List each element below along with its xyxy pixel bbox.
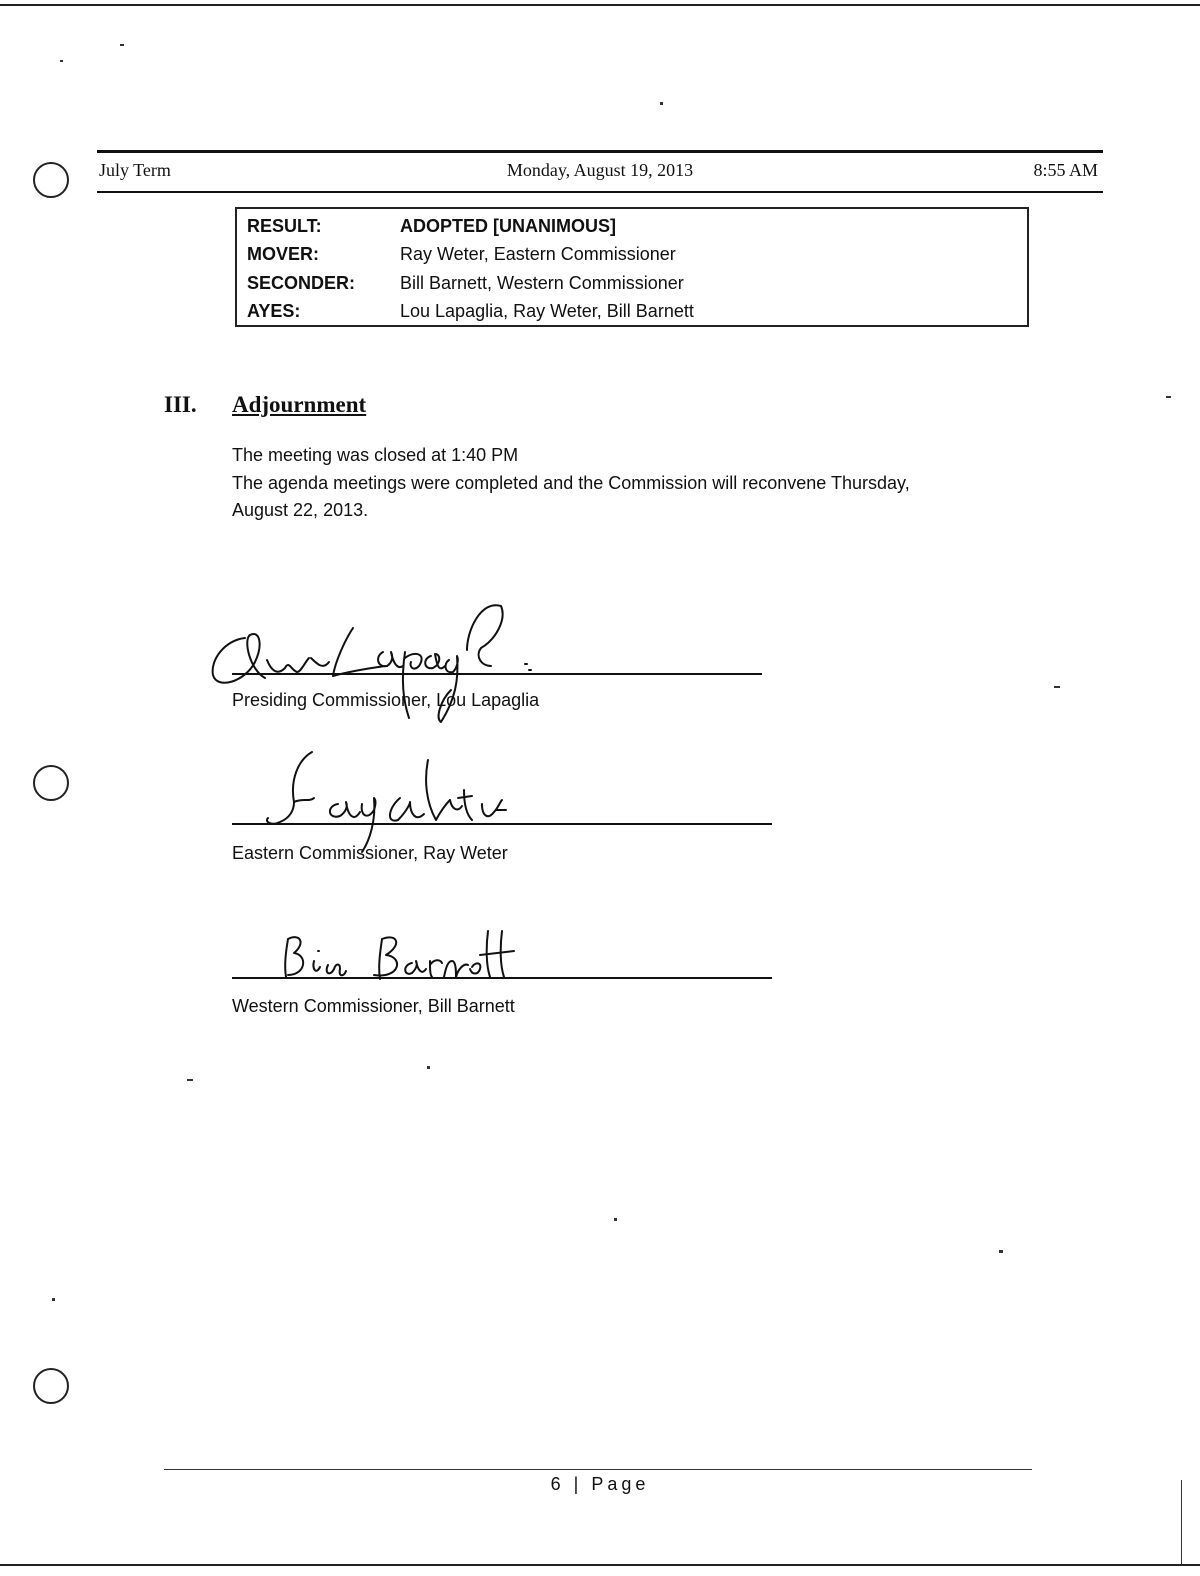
scan-speck bbox=[60, 60, 63, 62]
section-title: Adjournment bbox=[232, 392, 367, 417]
header-rule bbox=[97, 150, 1103, 153]
header-date: Monday, August 19, 2013 bbox=[506, 160, 694, 180]
body-line: August 22, 2013. bbox=[232, 500, 369, 520]
vote-value: Bill Barnett, Western Commissioner bbox=[400, 273, 684, 293]
vote-row-result bbox=[237, 212, 1027, 240]
signature-caption-presiding: Presiding Commissioner, Lou Lapaglia bbox=[232, 690, 540, 710]
scan-speck bbox=[999, 1250, 1003, 1253]
footer-rule bbox=[164, 1469, 1032, 1470]
vote-value: Lou Lapaglia, Ray Weter, Bill Barnett bbox=[400, 301, 694, 321]
scan-speck bbox=[427, 1066, 430, 1069]
vote-label: MOVER: bbox=[247, 244, 319, 264]
scan-speck bbox=[1054, 686, 1060, 688]
header-rule bbox=[97, 191, 1103, 193]
vote-value: ADOPTED [UNANIMOUS] bbox=[400, 216, 616, 236]
signature-caption-western: Western Commissioner, Bill Barnett bbox=[232, 996, 515, 1016]
vote-label: SECONDER: bbox=[247, 273, 356, 293]
signature-line bbox=[232, 977, 772, 979]
body-line: The meeting was closed at 1:40 PM bbox=[232, 445, 519, 465]
vote-row-ayes bbox=[237, 297, 1027, 325]
header-term: July Term bbox=[99, 160, 171, 180]
vote-row-mover bbox=[237, 240, 1027, 268]
body-line: The agenda meetings were completed and the Commission will reconvene Thursday, bbox=[232, 473, 910, 493]
section-number: III. bbox=[164, 392, 197, 417]
signature-caption-eastern: Eastern Commissioner, Ray Weter bbox=[232, 843, 508, 863]
handwritten-signature-bill-barnett bbox=[270, 925, 520, 985]
scan-edge-top bbox=[0, 4, 1200, 6]
vote-value: Ray Weter, Eastern Commissioner bbox=[400, 244, 676, 264]
scan-edge-bottom bbox=[0, 1564, 1200, 1566]
scan-speck bbox=[120, 44, 124, 46]
vote-result-table bbox=[235, 207, 1029, 327]
handwritten-signature-ray-weter bbox=[250, 740, 530, 860]
signature-line bbox=[232, 823, 772, 825]
punch-hole-middle bbox=[33, 765, 69, 801]
page-number: 6 | Page bbox=[550, 1474, 650, 1494]
vote-label: AYES: bbox=[247, 301, 301, 321]
signature-line bbox=[232, 673, 762, 675]
header-time: 8:55 AM bbox=[1033, 160, 1098, 180]
punch-hole-bottom bbox=[33, 1368, 69, 1404]
scan-speck bbox=[52, 1298, 55, 1301]
scan-speck bbox=[660, 102, 663, 105]
vote-row-seconder bbox=[237, 269, 1027, 297]
scan-speck bbox=[1166, 396, 1171, 398]
vote-label: RESULT: bbox=[247, 216, 322, 236]
scan-speck bbox=[614, 1218, 617, 1221]
scan-speck bbox=[187, 1079, 193, 1081]
